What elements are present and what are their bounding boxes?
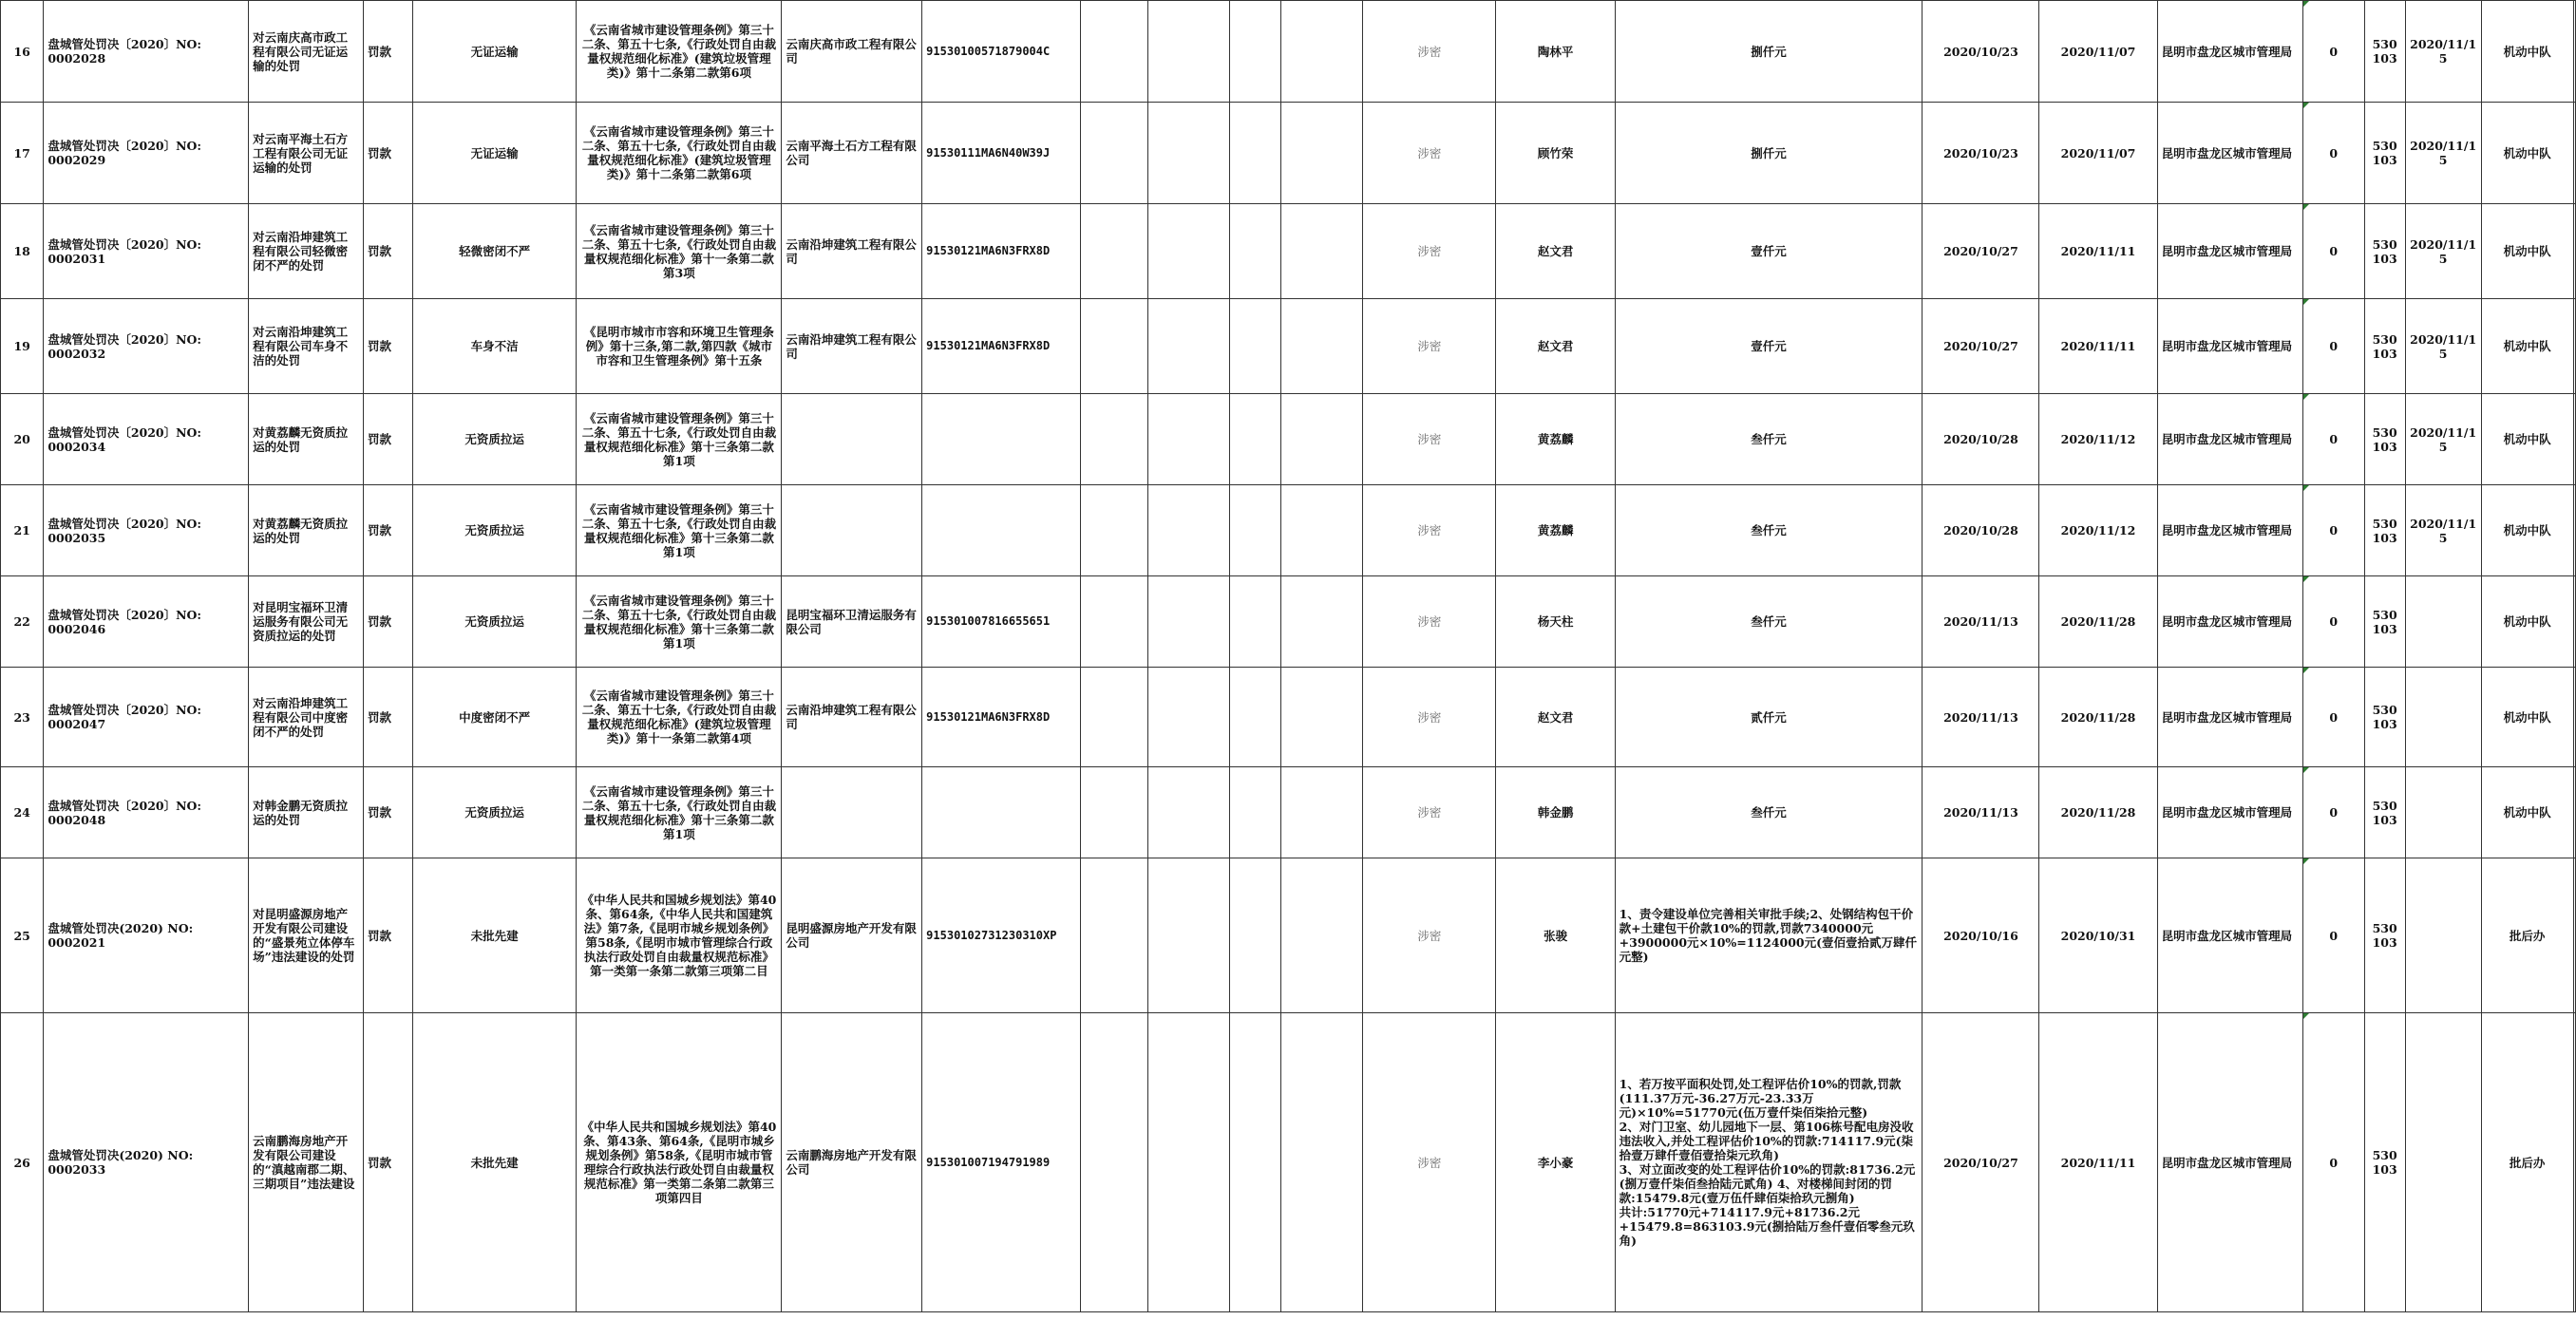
valid-date: 2020/11/07 [2039, 1, 2157, 103]
decision-number: 盘城管处罚决〔2020〕NO: 0002048 [44, 767, 249, 858]
table-row [1, 767, 2576, 858]
department: 机动中队 [2481, 668, 2573, 767]
empty-cell [2573, 103, 2575, 204]
empty-cell [1081, 1, 1147, 103]
area-code: 530103 [2364, 204, 2405, 299]
row-number: 20 [1, 394, 44, 485]
table-row [1, 485, 2576, 576]
zero-value: 0 [2302, 767, 2364, 858]
valid-date: 2020/11/28 [2039, 668, 2157, 767]
table-row [1, 858, 2576, 1013]
issuing-authority: 昆明市盘龙区城市管理局 [2157, 485, 2302, 576]
violation-fact: 无资质拉运 [412, 576, 577, 668]
department: 机动中队 [2481, 767, 2573, 858]
party-name: 云南庆高市政工程有限公司 [782, 1, 922, 103]
table-row [1, 299, 2576, 394]
legal-basis: 《云南省城市建设管理条例》第三十二条、第五十七条,《行政处罚自由裁量权规范细化标准》第十一条第二款第3项 [577, 204, 782, 299]
empty-cell [1280, 576, 1362, 668]
issuing-authority: 昆明市盘龙区城市管理局 [2157, 1013, 2302, 1312]
decision-date: 2020/10/28 [1923, 485, 2039, 576]
department: 机动中队 [2481, 103, 2573, 204]
valid-date: 2020/11/11 [2039, 1013, 2157, 1312]
decision-number: 盘城管处罚决〔2020〕NO: 0002032 [44, 299, 249, 394]
table-row [1, 1, 2576, 103]
legal-representative: 陶林平 [1496, 1, 1615, 103]
decision-date: 2020/10/16 [1923, 858, 2039, 1013]
legal-basis: 《云南省城市建设管理条例》第三十二条、第五十七条,《行政处罚自由裁量权规范细化标准》(建筑垃圾管理类)》第十二条第二款第6项 [577, 103, 782, 204]
empty-cell [1280, 668, 1362, 767]
row-number: 18 [1, 204, 44, 299]
legal-representative: 赵文君 [1496, 204, 1615, 299]
publish-date: 2020/11/15 [2405, 299, 2481, 394]
empty-cell [1280, 394, 1362, 485]
credit-code: 91530102731230310XP [922, 858, 1081, 1013]
penalty-result: 壹仟元 [1615, 204, 1923, 299]
empty-cell [2573, 668, 2575, 767]
empty-cell [1081, 103, 1147, 204]
decision-number: 盘城管处罚决(2020) NO: 0002021 [44, 858, 249, 1013]
party-name [782, 485, 922, 576]
empty-cell [1229, 204, 1280, 299]
area-code: 530103 [2364, 767, 2405, 858]
decision-number: 盘城管处罚决〔2020〕NO: 0002046 [44, 576, 249, 668]
empty-cell [1081, 767, 1147, 858]
secret-flag: 涉密 [1363, 103, 1496, 204]
area-code: 530103 [2364, 858, 2405, 1013]
department: 机动中队 [2481, 299, 2573, 394]
empty-cell [2573, 767, 2575, 858]
publish-date: 2020/11/15 [2405, 485, 2481, 576]
decision-date: 2020/10/27 [1923, 1013, 2039, 1312]
publish-date [2405, 767, 2481, 858]
credit-code: 915301007816655651 [922, 576, 1081, 668]
case-name: 对昆明宝福环卫清运服务有限公司无资质拉运的处罚 [249, 576, 364, 668]
zero-value: 0 [2302, 1, 2364, 103]
legal-basis: 《云南省城市建设管理条例》第三十二条、第五十七条,《行政处罚自由裁量权规范细化标准》第十三条第二款第1项 [577, 485, 782, 576]
valid-date: 2020/11/11 [2039, 299, 2157, 394]
empty-cell [1081, 668, 1147, 767]
valid-date: 2020/11/28 [2039, 576, 2157, 668]
credit-code [922, 485, 1081, 576]
violation-fact: 无证运输 [412, 1, 577, 103]
penalty-result: 1、若万按平面积处罚,处工程评估价10%的罚款,罚款(111.37万元-36.27万元-23.33万元)×10%=51770元(伍万壹仟柒佰柒拾元整) 2、对门卫室、幼儿园地下一层、第106栋号配电房没收违法收入,并处工程评估价10%的罚款:714117.9元(柒拾壹万肆仟壹佰壹拾柒元玖角) 3、对立面改变的处工程评估价10%的罚款:81736.2元(捌万壹仟柒佰叁拾陆元贰角) 4、对楼梯间封闭的罚款:15479.8元(壹万伍仟肆佰柒拾玖元捌角) 共计:51770元+714117.9元+81736.2元+15479.8=863103.9元(捌拾陆万叁仟壹佰零叁元玖角) [1615, 1013, 1923, 1312]
secret-flag: 涉密 [1363, 1, 1496, 103]
department: 机动中队 [2481, 394, 2573, 485]
empty-cell [2573, 576, 2575, 668]
legal-representative: 赵文君 [1496, 299, 1615, 394]
party-name: 云南沿坤建筑工程有限公司 [782, 668, 922, 767]
party-name: 云南沿坤建筑工程有限公司 [782, 299, 922, 394]
row-number: 22 [1, 576, 44, 668]
secret-flag: 涉密 [1363, 767, 1496, 858]
empty-cell [1147, 1013, 1229, 1312]
violation-fact: 无证运输 [412, 103, 577, 204]
violation-fact: 未批先建 [412, 858, 577, 1013]
table-row [1, 1013, 2576, 1312]
secret-flag: 涉密 [1363, 668, 1496, 767]
table-row [1, 103, 2576, 204]
table-row [1, 576, 2576, 668]
empty-cell [1229, 485, 1280, 576]
party-name: 云南鹏海房地产开发有限公司 [782, 1013, 922, 1312]
valid-date: 2020/11/12 [2039, 394, 2157, 485]
legal-basis: 《云南省城市建设管理条例》第三十二条、第五十七条,《行政处罚自由裁量权规范细化标准》第十三条第二款第1项 [577, 576, 782, 668]
violation-fact: 无资质拉运 [412, 767, 577, 858]
penalty-type: 罚款 [364, 668, 413, 767]
secret-flag: 涉密 [1363, 299, 1496, 394]
zero-value: 0 [2302, 1013, 2364, 1312]
case-name: 对黄荔麟无资质拉运的处罚 [249, 394, 364, 485]
valid-date: 2020/11/11 [2039, 204, 2157, 299]
credit-code: 91530100571879004C [922, 1, 1081, 103]
empty-cell [2573, 204, 2575, 299]
credit-code: 91530121MA6N3FRX8D [922, 668, 1081, 767]
row-number: 24 [1, 767, 44, 858]
valid-date: 2020/11/12 [2039, 485, 2157, 576]
credit-code: 915301007194791989 [922, 1013, 1081, 1312]
empty-cell [1280, 299, 1362, 394]
legal-representative: 赵文君 [1496, 668, 1615, 767]
area-code: 530103 [2364, 103, 2405, 204]
publish-date: 2020/11/15 [2405, 103, 2481, 204]
department: 机动中队 [2481, 204, 2573, 299]
penalty-result: 叁仟元 [1615, 576, 1923, 668]
case-name: 对云南沿坤建筑工程有限公司中度密闭不严的处罚 [249, 668, 364, 767]
credit-code: 91530111MA6N40W39J [922, 103, 1081, 204]
party-name [782, 394, 922, 485]
empty-cell [2573, 485, 2575, 576]
legal-representative: 黄荔麟 [1496, 485, 1615, 576]
zero-value: 0 [2302, 485, 2364, 576]
case-name: 对云南平海土石方工程有限公司无证运输的处罚 [249, 103, 364, 204]
empty-cell [1280, 767, 1362, 858]
row-number: 21 [1, 485, 44, 576]
area-code: 530103 [2364, 485, 2405, 576]
area-code: 530103 [2364, 1, 2405, 103]
zero-value: 0 [2302, 299, 2364, 394]
secret-flag: 涉密 [1363, 576, 1496, 668]
publish-date [2405, 1013, 2481, 1312]
issuing-authority: 昆明市盘龙区城市管理局 [2157, 394, 2302, 485]
penalty-result: 贰仟元 [1615, 668, 1923, 767]
empty-cell [1147, 767, 1229, 858]
row-number: 17 [1, 103, 44, 204]
area-code: 530103 [2364, 1013, 2405, 1312]
violation-fact: 无资质拉运 [412, 485, 577, 576]
penalty-type: 罚款 [364, 767, 413, 858]
department: 机动中队 [2481, 485, 2573, 576]
empty-cell [1280, 103, 1362, 204]
decision-date: 2020/10/27 [1923, 204, 2039, 299]
decision-number: 盘城管处罚决〔2020〕NO: 0002029 [44, 103, 249, 204]
penalty-type: 罚款 [364, 299, 413, 394]
empty-cell [1147, 576, 1229, 668]
valid-date: 2020/11/07 [2039, 103, 2157, 204]
empty-cell [1229, 394, 1280, 485]
department: 批后办 [2481, 1013, 2573, 1312]
penalty-type: 罚款 [364, 1013, 413, 1312]
table-row [1, 204, 2576, 299]
publish-date [2405, 576, 2481, 668]
zero-value: 0 [2302, 204, 2364, 299]
decision-date: 2020/10/27 [1923, 299, 2039, 394]
penalty-result: 捌仟元 [1615, 1, 1923, 103]
department: 机动中队 [2481, 576, 2573, 668]
area-code: 530103 [2364, 668, 2405, 767]
case-name: 对云南沿坤建筑工程有限公司轻微密闭不严的处罚 [249, 204, 364, 299]
empty-cell [1229, 1, 1280, 103]
empty-cell [1280, 204, 1362, 299]
party-name: 昆明盛源房地产开发有限公司 [782, 858, 922, 1013]
empty-cell [1229, 767, 1280, 858]
row-number: 16 [1, 1, 44, 103]
empty-cell [1229, 1013, 1280, 1312]
zero-value: 0 [2302, 394, 2364, 485]
area-code: 530103 [2364, 394, 2405, 485]
empty-cell [2573, 858, 2575, 1013]
decision-date: 2020/11/13 [1923, 668, 2039, 767]
issuing-authority: 昆明市盘龙区城市管理局 [2157, 204, 2302, 299]
party-name [782, 767, 922, 858]
legal-basis: 《昆明市城市市容和环境卫生管理条例》第十三条,第二款,第四款《城市市容和卫生管理条例》第十五条 [577, 299, 782, 394]
empty-cell [1081, 394, 1147, 485]
credit-code [922, 767, 1081, 858]
case-name: 对昆明盛源房地产开发有限公司建设的“盛景苑立体停车场”违法建设的处罚 [249, 858, 364, 1013]
party-name: 云南平海土石方工程有限公司 [782, 103, 922, 204]
empty-cell [1081, 299, 1147, 394]
legal-representative: 张骏 [1496, 858, 1615, 1013]
issuing-authority: 昆明市盘龙区城市管理局 [2157, 103, 2302, 204]
legal-basis: 《云南省城市建设管理条例》第三十二条、第五十七条,《行政处罚自由裁量权规范细化标准》第十三条第二款第1项 [577, 394, 782, 485]
empty-cell [1081, 858, 1147, 1013]
legal-representative: 杨天柱 [1496, 576, 1615, 668]
decision-date: 2020/11/13 [1923, 767, 2039, 858]
case-name: 对韩金鹏无资质拉运的处罚 [249, 767, 364, 858]
party-name: 云南沿坤建筑工程有限公司 [782, 204, 922, 299]
empty-cell [1147, 204, 1229, 299]
penalty-result: 叁仟元 [1615, 394, 1923, 485]
issuing-authority: 昆明市盘龙区城市管理局 [2157, 668, 2302, 767]
issuing-authority: 昆明市盘龙区城市管理局 [2157, 767, 2302, 858]
secret-flag: 涉密 [1363, 394, 1496, 485]
violation-fact: 无资质拉运 [412, 394, 577, 485]
penalty-result: 捌仟元 [1615, 103, 1923, 204]
legal-representative: 黄荔麟 [1496, 394, 1615, 485]
empty-cell [1280, 485, 1362, 576]
publish-date [2405, 668, 2481, 767]
legal-basis: 《云南省城市建设管理条例》第三十二条、第五十七条,《行政处罚自由裁量权规范细化标准》(建筑垃圾管理类)》第十一条第二款第4项 [577, 668, 782, 767]
empty-cell [2573, 394, 2575, 485]
credit-code: 91530121MA6N3FRX8D [922, 299, 1081, 394]
secret-flag: 涉密 [1363, 485, 1496, 576]
publish-date: 2020/11/15 [2405, 204, 2481, 299]
empty-cell [2573, 1013, 2575, 1312]
valid-date: 2020/11/28 [2039, 767, 2157, 858]
secret-flag: 涉密 [1363, 858, 1496, 1013]
empty-cell [1147, 858, 1229, 1013]
empty-cell [1147, 668, 1229, 767]
legal-representative: 韩金鹏 [1496, 767, 1615, 858]
decision-number: 盘城管处罚决〔2020〕NO: 0002031 [44, 204, 249, 299]
row-number: 19 [1, 299, 44, 394]
violation-fact: 轻微密闭不严 [412, 204, 577, 299]
zero-value: 0 [2302, 103, 2364, 204]
penalty-type: 罚款 [364, 576, 413, 668]
decision-date: 2020/10/23 [1923, 103, 2039, 204]
penalty-type: 罚款 [364, 394, 413, 485]
table-row [1, 668, 2576, 767]
penalty-result: 叁仟元 [1615, 767, 1923, 858]
issuing-authority: 昆明市盘龙区城市管理局 [2157, 299, 2302, 394]
legal-basis: 《中华人民共和国城乡规划法》第40条、第43条、第64条,《昆明市城乡规划条例》第58条,《昆明市城市管理综合行政执法行政处罚自由裁量权规范标准》第一类第二条第二款第三项第四目 [577, 1013, 782, 1312]
penalty-type: 罚款 [364, 485, 413, 576]
penalty-type: 罚款 [364, 858, 413, 1013]
area-code: 530103 [2364, 299, 2405, 394]
secret-flag: 涉密 [1363, 204, 1496, 299]
decision-date: 2020/10/28 [1923, 394, 2039, 485]
empty-cell [1280, 1013, 1362, 1312]
empty-cell [1147, 1, 1229, 103]
zero-value: 0 [2302, 668, 2364, 767]
legal-basis: 《云南省城市建设管理条例》第三十二条、第五十七条,《行政处罚自由裁量权规范细化标准》第十三条第二款第1项 [577, 767, 782, 858]
decision-number: 盘城管处罚决(2020) NO: 0002033 [44, 1013, 249, 1312]
empty-cell [1147, 103, 1229, 204]
legal-representative: 顾竹荣 [1496, 103, 1615, 204]
violation-fact: 中度密闭不严 [412, 668, 577, 767]
empty-cell [1280, 1, 1362, 103]
party-name: 昆明宝福环卫清运服务有限公司 [782, 576, 922, 668]
case-name: 对黄荔麟无资质拉运的处罚 [249, 485, 364, 576]
department: 机动中队 [2481, 1, 2573, 103]
decision-number: 盘城管处罚决〔2020〕NO: 0002035 [44, 485, 249, 576]
penalty-type: 罚款 [364, 103, 413, 204]
legal-representative: 李小豪 [1496, 1013, 1615, 1312]
penalty-result: 1、责令建设单位完善相关审批手续;2、处钢结构包干价款+土建包干价款10%的罚款,罚款7340000元+3900000元×10%=1124000元(壹佰壹拾贰万肆仟元整) [1615, 858, 1923, 1013]
empty-cell [1147, 394, 1229, 485]
empty-cell [1081, 485, 1147, 576]
empty-cell [1280, 858, 1362, 1013]
valid-date: 2020/10/31 [2039, 858, 2157, 1013]
empty-cell [1081, 204, 1147, 299]
zero-value: 0 [2302, 576, 2364, 668]
issuing-authority: 昆明市盘龙区城市管理局 [2157, 858, 2302, 1013]
decision-date: 2020/10/23 [1923, 1, 2039, 103]
violation-fact: 未批先建 [412, 1013, 577, 1312]
row-number: 26 [1, 1013, 44, 1312]
decision-number: 盘城管处罚决〔2020〕NO: 0002047 [44, 668, 249, 767]
empty-cell [1081, 576, 1147, 668]
area-code: 530103 [2364, 576, 2405, 668]
empty-cell [2573, 1, 2575, 103]
credit-code [922, 394, 1081, 485]
violation-fact: 车身不洁 [412, 299, 577, 394]
row-number: 25 [1, 858, 44, 1013]
penalty-result: 叁仟元 [1615, 485, 1923, 576]
empty-cell [1147, 485, 1229, 576]
decision-number: 盘城管处罚决〔2020〕NO: 0002028 [44, 1, 249, 103]
case-name: 对云南庆高市政工程有限公司无证运输的处罚 [249, 1, 364, 103]
decision-number: 盘城管处罚决〔2020〕NO: 0002034 [44, 394, 249, 485]
empty-cell [1229, 576, 1280, 668]
empty-cell [1229, 299, 1280, 394]
empty-cell [1229, 858, 1280, 1013]
publish-date: 2020/11/15 [2405, 394, 2481, 485]
zero-value: 0 [2302, 858, 2364, 1013]
legal-basis: 《云南省城市建设管理条例》第三十二条、第五十七条,《行政处罚自由裁量权规范细化标准》(建筑垃圾管理类)》第十二条第二款第6项 [577, 1, 782, 103]
legal-basis: 《中华人民共和国城乡规划法》第40条、第64条,《中华人民共和国建筑法》第7条,《昆明市城乡规划条例》第58条,《昆明市城市管理综合行政执法行政处罚自由裁量权规范标准》第一类第一条第二款第三项第二目 [577, 858, 782, 1013]
penalty-type: 罚款 [364, 204, 413, 299]
empty-cell [1229, 668, 1280, 767]
publish-date [2405, 858, 2481, 1013]
penalty-type: 罚款 [364, 1, 413, 103]
department: 批后办 [2481, 858, 2573, 1013]
penalty-result: 壹仟元 [1615, 299, 1923, 394]
issuing-authority: 昆明市盘龙区城市管理局 [2157, 1, 2302, 103]
issuing-authority: 昆明市盘龙区城市管理局 [2157, 576, 2302, 668]
case-name: 云南鹏海房地产开发有限公司建设的“滇越南郡二期、三期项目”违法建设 [249, 1013, 364, 1312]
empty-cell [1147, 299, 1229, 394]
credit-code: 91530121MA6N3FRX8D [922, 204, 1081, 299]
secret-flag: 涉密 [1363, 1013, 1496, 1312]
empty-cell [1229, 103, 1280, 204]
table-row [1, 394, 2576, 485]
decision-date: 2020/11/13 [1923, 576, 2039, 668]
row-number: 23 [1, 668, 44, 767]
empty-cell [1081, 1013, 1147, 1312]
publish-date: 2020/11/15 [2405, 1, 2481, 103]
empty-cell [2573, 299, 2575, 394]
case-name: 对云南沿坤建筑工程有限公司车身不洁的处罚 [249, 299, 364, 394]
